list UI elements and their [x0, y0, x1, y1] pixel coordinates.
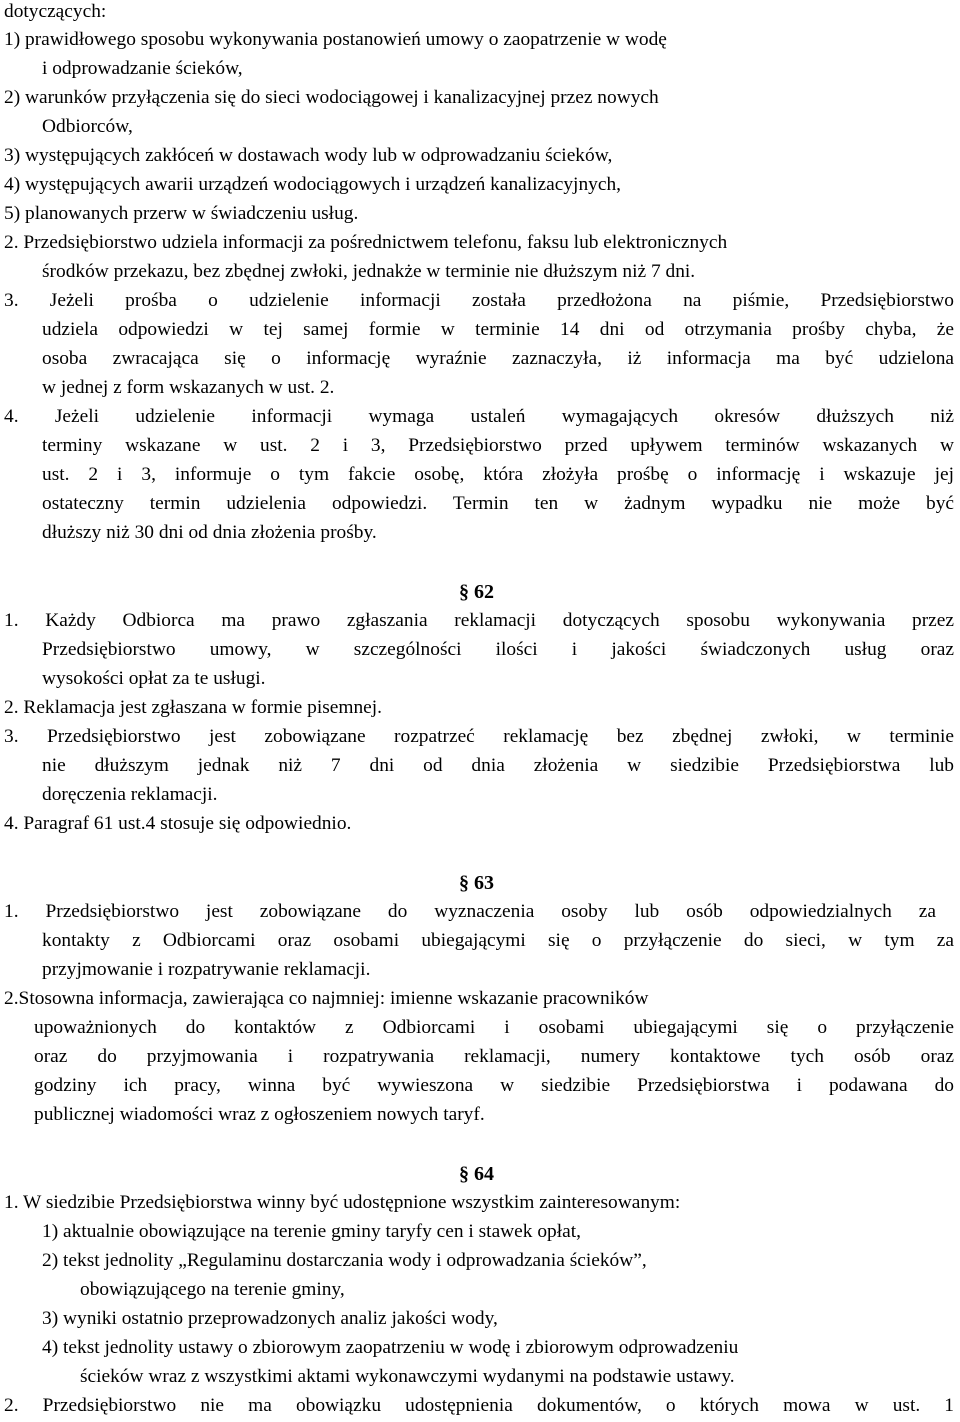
section-heading: § 64: [459, 1163, 494, 1185]
text-line: godziny ich pracy, winna być wywieszona w siedzibie Przedsiębiorstwa i podawana do: [34, 1075, 954, 1096]
text-line: ścieków wraz z wszystkimi aktami wykonawczymi wydanymi na podstawie ustawy.: [80, 1366, 735, 1387]
text-line: dłuższy niż 30 dni od dnia złożenia prośby.: [42, 522, 377, 543]
text-line: dotyczących:: [4, 1, 107, 22]
list-item: 4) występujących awarii urządzeń wodociągowych i urządzeń kanalizacyjnych,: [4, 174, 621, 195]
list-item: 5) planowanych przerw w świadczeniu usług.: [4, 203, 359, 224]
text-line: upoważnionych do kontaktów z Odbiorcami i osobami ubiegającymi się o przyłączenie: [34, 1017, 954, 1038]
list-item: 1) aktualnie obowiązujące na terenie gminy taryfy cen i stawek opłat,: [42, 1221, 581, 1242]
paragraph-line: 1. Przedsiębiorstwo jest zobowiązane do wyznaczenia osoby lub osób odpowiedzialnych za: [4, 901, 936, 922]
text-line: publicznej wiadomości wraz z ogłoszeniem nowych taryf.: [34, 1104, 485, 1125]
list-item: 1) prawidłowego sposobu wykonywania postanowień umowy o zaopatrzenie w wodę: [4, 29, 667, 50]
text-line: oraz do przyjmowania i rozpatrywania reklamacji, numery kontaktowe tych osób oraz: [34, 1046, 954, 1067]
paragraph-line: 4. Jeżeli udzielenie informacji wymaga ustaleń wymagających okresów dłuższych niż: [4, 406, 954, 427]
text-line: nie dłuższym jednak niż 7 dni od dnia złożenia w siedzibie Przedsiębiorstwa lub: [42, 755, 954, 776]
text-line: ostateczny termin udzielenia odpowiedzi. Termin ten w żadnym wypadku nie może być: [42, 493, 954, 514]
list-item: 3) wyniki ostatnio przeprowadzonych analiz jakości wody,: [42, 1308, 498, 1329]
text-line: Odbiorców,: [42, 116, 133, 137]
text-line: wysokości opłat za te usługi.: [42, 668, 266, 689]
text-line: środków przekazu, bez zbędnej zwłoki, jednakże w terminie nie dłuższym niż 7 dni.: [42, 261, 696, 282]
paragraph-line: 1. Każdy Odbiorca ma prawo zgłaszania reklamacji dotyczących sposobu wykonywania przez: [4, 610, 954, 631]
paragraph-line: 2. Reklamacja jest zgłaszana w formie pisemnej.: [4, 697, 382, 718]
text-line: udziela odpowiedzi w tej samej formie w terminie 14 dni od otrzymania prośby chyba, że: [42, 319, 954, 340]
paragraph-line: 3. Przedsiębiorstwo jest zobowiązane rozpatrzeć reklamację bez zbędnej zwłoki, w terminie: [4, 726, 954, 747]
text-line: ust. 2 i 3, informuje o tym fakcie osobę, która złożyła prośbę o informację i wskazuje jej: [42, 464, 954, 485]
text-line: kontakty z Odbiorcami oraz osobami ubiegającymi się o przyłączenie do sieci, w tym za: [42, 930, 954, 951]
text-line: terminy wskazane w ust. 2 i 3, Przedsiębiorstwo przed upływem terminów wskazanych w: [42, 435, 954, 456]
section-heading: § 62: [459, 581, 494, 603]
text-line: osoba zwracająca się o informację wyraźnie zaznaczyła, iż informacja ma być udzielona: [42, 348, 954, 369]
paragraph-line: 3. Jeżeli prośba o udzielenie informacji została przedłożona na piśmie, Przedsiębiorstwo: [4, 290, 954, 311]
list-item: 2) tekst jednolity „Regulaminu dostarczania wody i odprowadzania ścieków”,: [42, 1250, 647, 1271]
text-line: doręczenia reklamacji.: [42, 784, 218, 805]
list-item: 4) tekst jednolity ustawy o zbiorowym zaopatrzeniu w wodę i zbiorowym odprowadzeniu: [42, 1337, 739, 1358]
section-heading: § 63: [459, 872, 494, 894]
paragraph-line: 2. Przedsiębiorstwo nie ma obowiązku udostępnienia dokumentów, o których mowa w ust. 1: [4, 1395, 954, 1416]
paragraph-line: 2.Stosowna informacja, zawierająca co najmniej: imienne wskazanie pracowników: [4, 988, 649, 1009]
paragraph-line: 2. Przedsiębiorstwo udziela informacji za pośrednictwem telefonu, faksu lub elektronicznych: [4, 232, 728, 253]
text-line: i odprowadzanie ścieków,: [42, 58, 243, 79]
text-line: obowiązującego na terenie gminy,: [80, 1279, 345, 1300]
paragraph-line: 1. W siedzibie Przedsiębiorstwa winny być udostępnione wszystkim zainteresowanym:: [4, 1192, 681, 1213]
text-line: przyjmowanie i rozpatrywanie reklamacji.: [42, 959, 371, 980]
paragraph-line: 4. Paragraf 61 ust.4 stosuje się odpowiednio.: [4, 813, 352, 834]
list-item: 2) warunków przyłączenia się do sieci wodociągowej i kanalizacyjnej przez nowych: [4, 87, 659, 108]
list-item: 3) występujących zakłóceń w dostawach wody lub w odprowadzaniu ścieków,: [4, 145, 613, 166]
text-line: Przedsiębiorstwo umowy, w szczególności ilości i jakości świadczonych usług oraz: [42, 639, 954, 660]
text-line: w jednej z form wskazanych w ust. 2.: [42, 377, 335, 398]
